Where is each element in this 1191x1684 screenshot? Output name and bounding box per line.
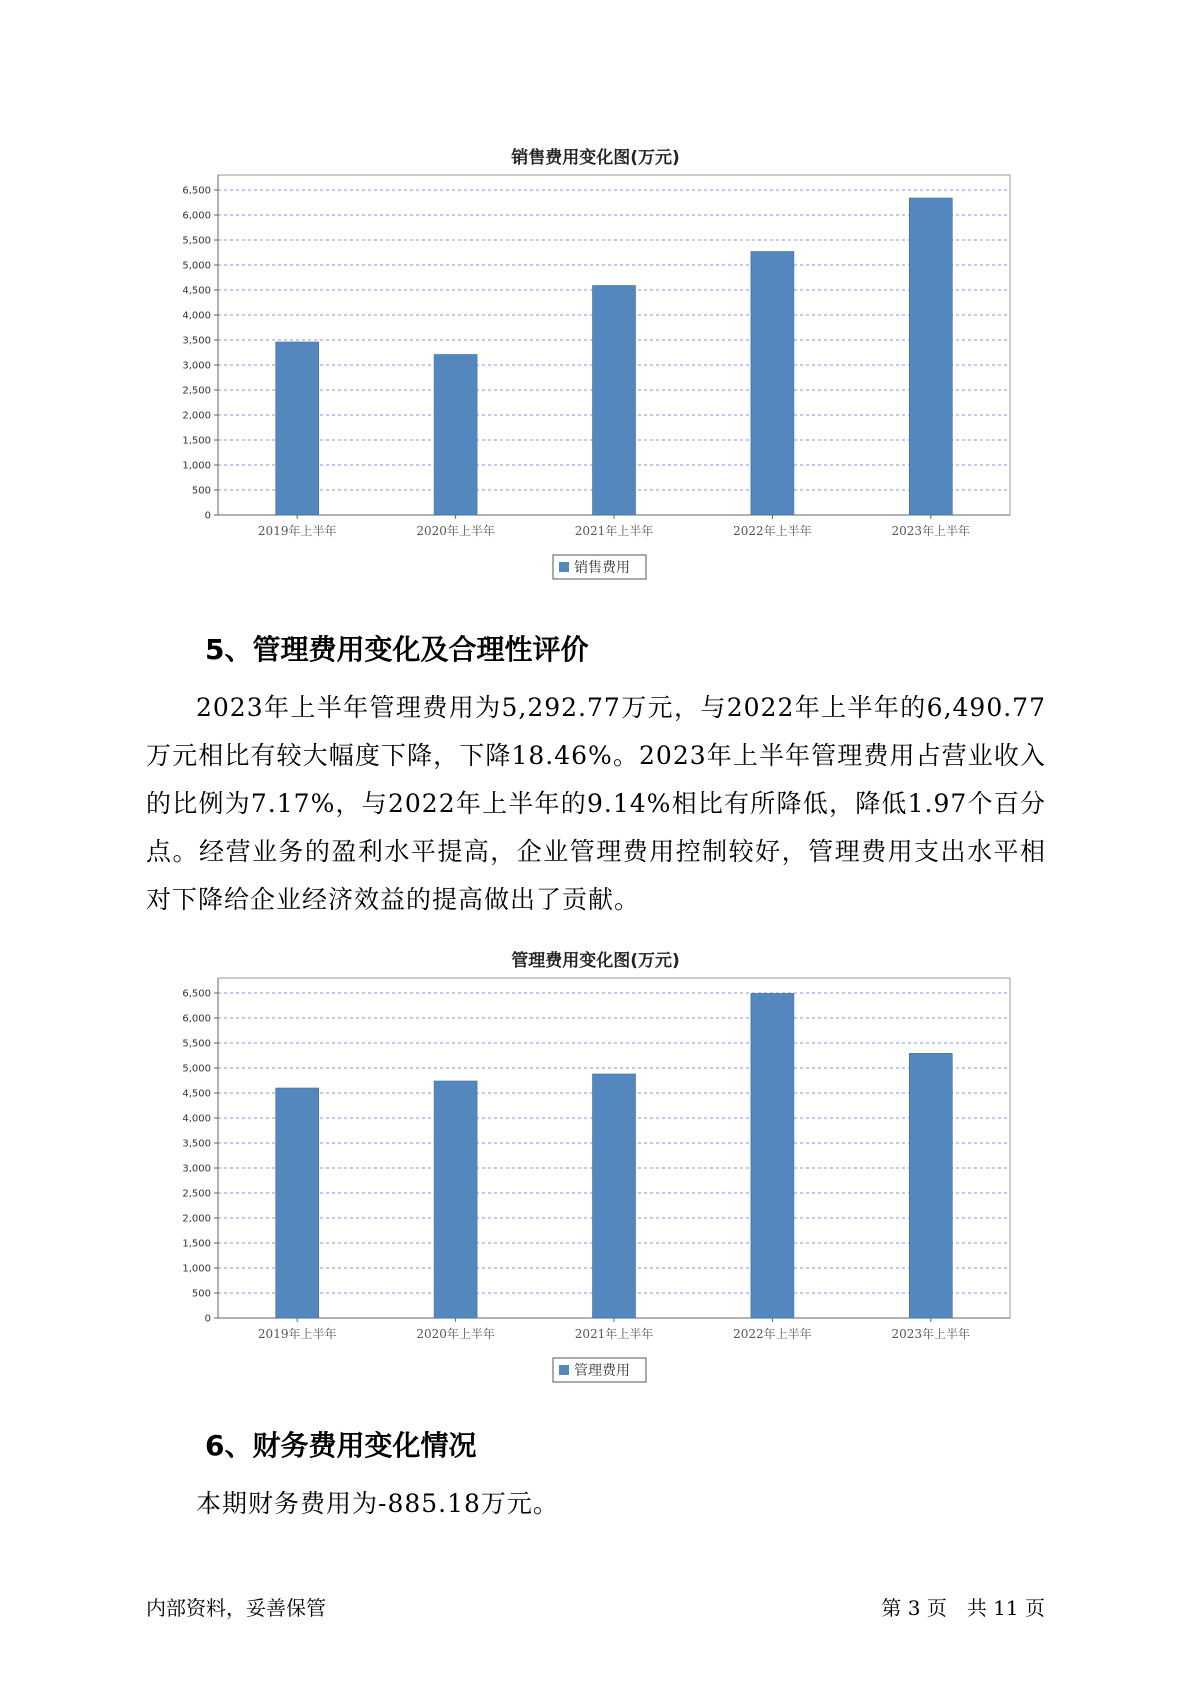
y-tick-label: 3,000 (182, 1163, 211, 1175)
y-tick-label: 1,000 (182, 460, 211, 472)
y-tick-label: 1,000 (182, 1263, 211, 1275)
bar (751, 993, 794, 1318)
chart-title-admin: 管理费用变化图(万元) (511, 951, 680, 971)
x-tick-label: 2023年上半年 (891, 524, 971, 538)
chart-title-sales: 销售费用变化图(万元) (511, 148, 680, 168)
y-tick-label: 2,000 (182, 1213, 211, 1225)
footer-page-number: 第 3 页 共 11 页 (881, 1596, 1045, 1620)
bar (909, 1053, 952, 1318)
legend-label: 销售费用 (574, 560, 630, 576)
bar (276, 1088, 319, 1318)
legend-label: 管理费用 (574, 1363, 630, 1379)
section-5-paragraph: 2023年上半年管理费用为5,292.77万元，与2022年上半年的6,490.77万元相比有较大幅度下降，下降18.46%。2023年上半年管理费用占营业收入的比例为7.17%，与2022年上半年的9.14%相比有所降低，降低1.97个百分点。经营业务的盈利水平提高，企业管理费用控制较好，管理费用支出水平相对下降给企业经济效益的提高做出了贡献。 (146, 693, 1046, 914)
x-tick-label: 2021年上半年 (574, 1327, 654, 1341)
section-5-heading: 5、管理费用变化及合理性评价 (205, 633, 589, 666)
sales-expense-chart (0, 160, 1191, 576)
y-tick-label: 2,500 (182, 1188, 211, 1200)
y-tick-label: 2,000 (182, 410, 211, 422)
y-tick-label: 0 (204, 510, 211, 522)
y-tick-label: 5,500 (182, 1038, 211, 1050)
x-tick-label: 2022年上半年 (733, 524, 812, 538)
y-tick-label: 4,500 (182, 285, 211, 297)
bar (751, 252, 794, 516)
footer-confidential-note: 内部资料，妥善保管 (146, 1596, 326, 1620)
x-tick-label: 2020年上半年 (416, 524, 495, 538)
legend-swatch (559, 562, 569, 572)
bar (593, 286, 636, 516)
y-tick-label: 4,000 (182, 310, 211, 322)
y-tick-label: 6,000 (182, 1013, 211, 1025)
x-tick-label: 2019年上半年 (257, 524, 337, 538)
legend-swatch (559, 1365, 569, 1375)
y-tick-label: 4,000 (182, 1113, 211, 1125)
y-tick-label: 6,500 (182, 988, 211, 1000)
y-tick-label: 6,500 (182, 185, 211, 197)
section-6-heading: 6、财务费用变化情况 (205, 1429, 477, 1462)
x-tick-label: 2021年上半年 (574, 524, 654, 538)
y-tick-label: 500 (191, 1288, 211, 1300)
bar (434, 355, 477, 516)
y-tick-label: 3,000 (182, 360, 211, 372)
y-tick-label: 500 (191, 485, 211, 497)
bar (909, 198, 952, 515)
x-tick-label: 2020年上半年 (416, 1327, 495, 1341)
y-tick-label: 5,000 (182, 260, 211, 272)
bar (434, 1081, 477, 1318)
section-6-paragraph: 本期财务费用为-885.18万元。 (196, 1489, 559, 1518)
y-tick-label: 4,500 (182, 1088, 211, 1100)
bar (593, 1074, 636, 1318)
y-tick-label: 5,500 (182, 235, 211, 247)
y-tick-label: 6,000 (182, 210, 211, 222)
x-tick-label: 2022年上半年 (733, 1327, 812, 1341)
y-tick-label: 1,500 (182, 435, 211, 447)
bar (276, 342, 319, 515)
x-tick-label: 2023年上半年 (891, 1327, 971, 1341)
y-tick-label: 1,500 (182, 1238, 211, 1250)
y-tick-label: 2,500 (182, 385, 211, 397)
y-tick-label: 5,000 (182, 1063, 211, 1075)
y-tick-label: 0 (204, 1313, 211, 1325)
y-tick-label: 3,500 (182, 1138, 211, 1150)
admin-expense-chart (0, 963, 1191, 1379)
x-tick-label: 2019年上半年 (257, 1327, 337, 1341)
y-tick-label: 3,500 (182, 335, 211, 347)
